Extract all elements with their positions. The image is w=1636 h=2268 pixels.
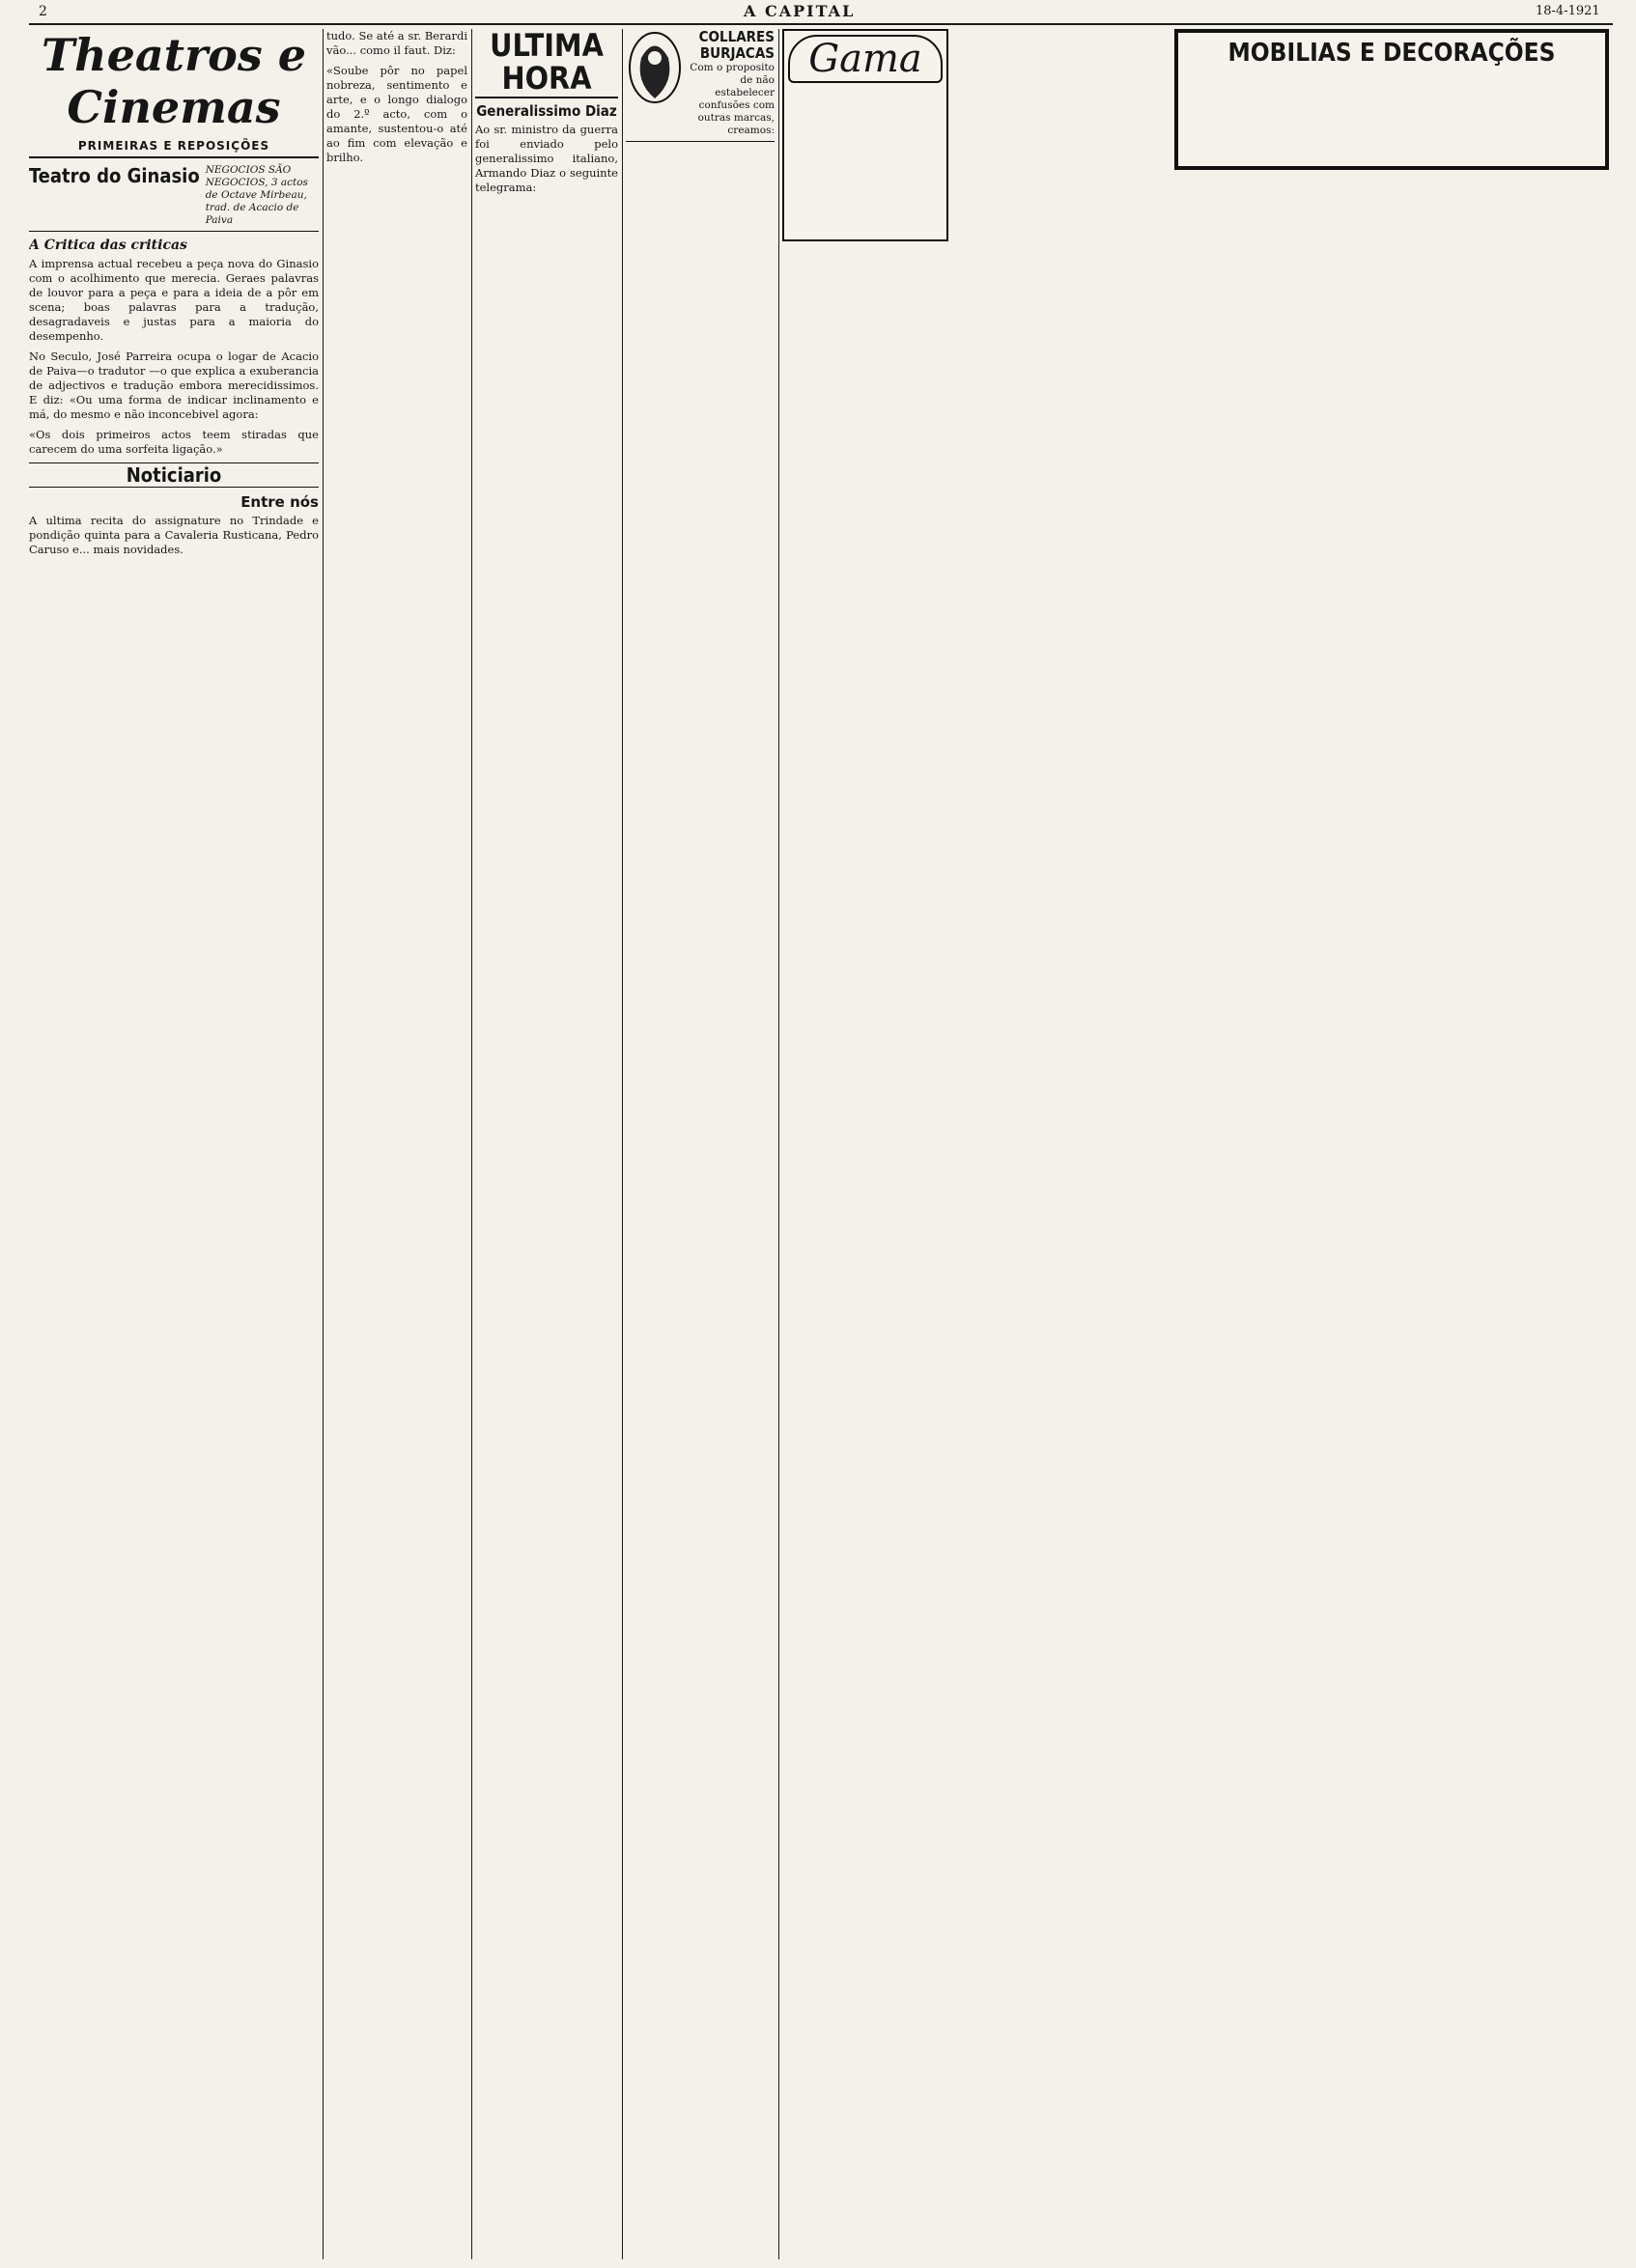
- column-1: [29, 29, 319, 2260]
- entre-nos-title: Entre nós: [240, 493, 319, 511]
- newspaper-title: A CAPITAL: [744, 2, 856, 20]
- gama-logo: Gama: [788, 35, 943, 83]
- column-2: [326, 29, 467, 2260]
- diaz-title: Generalissimo Diaz: [476, 102, 617, 120]
- noticiario-paragraph: A ultima recita do assignature no Trindade e pondição quinta para a Cavaleria Rusticana, Pedro Caruso e... mais novidades.: [29, 514, 319, 556]
- collares-intro: Com o proposito de não estabelecer confusões com outras marcas, creamos:: [690, 62, 775, 136]
- critica-paragraph: «Os dois primeiros actos teem stiradas que carecem do uma sorfeita ligação.»: [29, 428, 319, 456]
- page-number: 2: [39, 4, 47, 19]
- issue-date: 18-4-1921: [1536, 4, 1600, 18]
- column-5: [782, 29, 948, 2260]
- critica-cont-paragraph: «Soube pôr no papel nobreza, sentimento e arte, e o longo dialogo do 2.º acto, com o amante, sustentou-o até ao fim com elevação e brilho.: [326, 64, 467, 164]
- mobilias-title: MOBILIAS E DECORAÇÕES: [1227, 39, 1556, 68]
- column-divider: [622, 29, 623, 2259]
- ultima-hora-title: ULTIMA HORA: [475, 29, 618, 98]
- critica-title: A Critica das criticas: [29, 238, 187, 253]
- gama-ad: [782, 29, 948, 241]
- column-divider: [471, 29, 472, 2259]
- theatros-header-title: Theatros e Cinemas: [41, 29, 307, 133]
- critica-paragraph: A imprensa actual recebeu a peça nova do Ginasio com o acolhimento que merecia. Geraes palavras de louvor para a peça e para a ideia de a pôr em scena; boas palavras para a tradução, desagradaveis e justas para a maioria do desempenho.: [29, 257, 319, 343]
- noticiario-title: Noticiario: [126, 463, 222, 487]
- critica-paragraph: No Seculo, José Parreira ocupa o logar de Acacio de Paiva—o tradutor —o que explica a exuberancia de adjectivos e tradução embora merecidissimos. E diz: «Ou uma forma de indicar inclinamento e má, do mesmo e não inconcebivel agora:: [29, 350, 319, 421]
- masthead-rule: [29, 23, 1613, 25]
- collares-ad: [626, 29, 775, 142]
- masthead: [0, 0, 1636, 25]
- collares-emblem-icon: [626, 29, 684, 106]
- ginasio-title: Teatro do Ginasio: [29, 164, 200, 187]
- column-3: [475, 29, 618, 2260]
- column-divider: [323, 29, 324, 2259]
- ginasio-play: NEGOCIOS SÃO NEGOCIOS, 3 actos de Octave Mirbeau, trad. de Acacio de Paiva: [205, 164, 308, 226]
- mobilias-ad: [1174, 29, 1609, 170]
- column-divider: [778, 29, 779, 2259]
- column-4: [626, 29, 775, 2260]
- theatros-header-sub: PRIMEIRAS E REPOSIÇÕES: [77, 139, 270, 153]
- column-6: [1174, 29, 1609, 2260]
- diaz-paragraph: Ao sr. ministro da guerra foi enviado pelo generalissimo italiano, Armando Diaz o seguinte telegrama:: [475, 123, 618, 194]
- collares-title: COLLARES BURJACAS: [698, 29, 775, 62]
- critica-cont-paragraph: tudo. Se até a sr. Berardi vão... como il faut. Diz:: [326, 29, 467, 57]
